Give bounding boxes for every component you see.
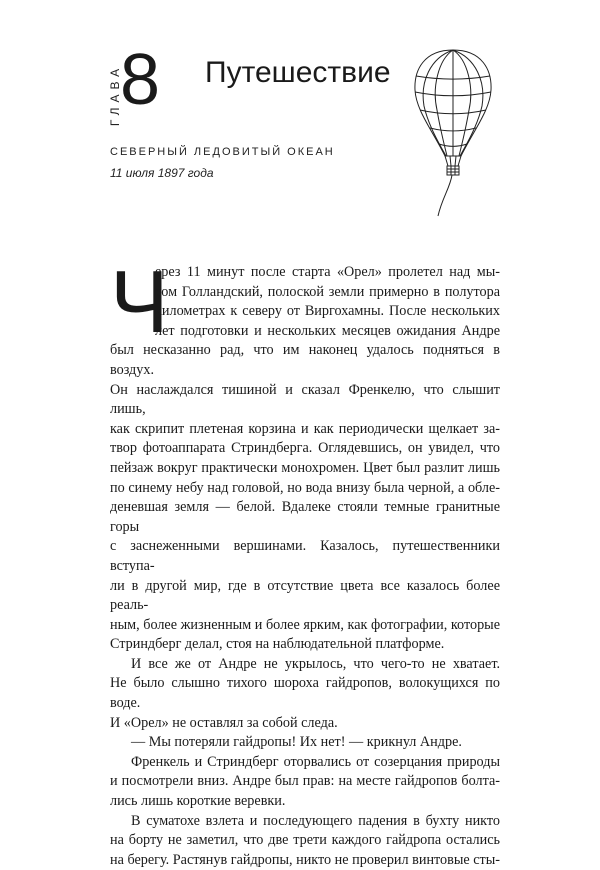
text-line: сом Голландский, полоской земли примерно в полутора [155, 283, 500, 300]
chapter-number: 8 [120, 40, 161, 120]
text-line: Не было слышно тихого шороха гайдропов, волокущихся по воде. [110, 675, 500, 712]
text-line: и посмотрели вниз. Андре был прав: на месте гайдропов болта- [110, 773, 500, 790]
text-line: километрах к северу от Виргохамны. После нескольких [155, 303, 500, 320]
text-line: ли в другой мир, где в отсутствие цвета все казалось более реаль- [110, 577, 500, 614]
text-line: твор фотоаппарата Стриндберга. Оглядевшись, он увидел, что [110, 440, 500, 457]
text-line: В суматохе взлета и последующего падения в бухту никто [131, 812, 500, 829]
text-line: Френкель и Стриндберг оторвались от созерцания природы [131, 753, 500, 770]
hot-air-balloon-icon [412, 48, 494, 218]
text-line: был несказанно рад, что им наконец удалось подняться в воздух. [110, 342, 500, 378]
chapter-label-text: ГЛАВА [108, 63, 122, 127]
text-line: пейзаж вокруг практически монохромен. Цвет был разлит лишь [110, 459, 500, 476]
text-line: лет подготовки и нескольких месяцев ожидания Андре [155, 322, 500, 339]
text-line: на берегу. Растянув гайдропы, никто не проверил винтовые сты- [110, 851, 500, 868]
text-line: деневшая земля — белой. Вдалеке стояли темные гранитные горы [110, 499, 500, 535]
text-line: И все же от Андре не укрылось, что чего-то не хватает. [131, 655, 500, 672]
body-text [110, 252, 500, 870]
date-subtitle: 11 июля 1897 года [110, 166, 214, 180]
text-line: Стриндберг делал, стоя на наблюдательной платформе. [110, 636, 445, 653]
text-line: ерез 11 минут после старта «Орел» пролетел над мы- [155, 264, 500, 280]
text-line: И «Орел» не оставлял за собой следа. [110, 714, 338, 731]
chapter-title: Путешествие [205, 56, 391, 89]
text-line: Он наслаждался тишиной и сказал Френкелю, что слышит лишь, [110, 381, 500, 418]
drop-cap: Ч [110, 252, 169, 351]
text-line: — Мы потеряли гайдропы! Их нет! — крикнул Андре. [131, 734, 462, 751]
text-line: ным, более жизненным и более ярким, как фотографии, которые [110, 616, 500, 633]
text-line: как скрипит плетеная корзина и как периодически щелкает за- [110, 420, 500, 437]
text-line: с заснеженными вершинами. Казалось, путешественники вступа- [110, 538, 500, 574]
location-subtitle: СЕВЕРНЫЙ ЛЕДОВИТЫЙ ОКЕАН [110, 146, 335, 158]
text-line: лись лишь короткие веревки. [110, 793, 286, 810]
text-line: на борту не заметил, что две трети каждого гайдропа остались [110, 832, 500, 849]
text-line: по синему небу над головой, но вода внизу была черной, а обле- [110, 479, 500, 496]
